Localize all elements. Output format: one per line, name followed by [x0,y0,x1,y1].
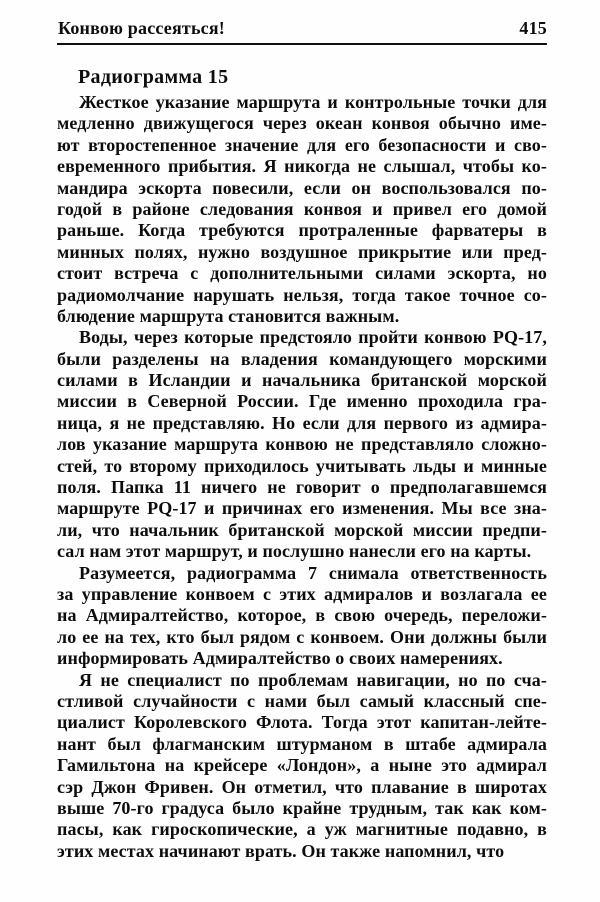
page-number: 415 [519,18,547,38]
text-line: этих местах начинают врать. Он также напомнил, что [57,840,505,861]
body-text [57,92,547,862]
text-line: мандира эскорта повесили, если он воспользовался по- [57,177,547,198]
text-line: поля. Папка 11 ничего не говорит о предполагавшемся [57,477,547,498]
text-line: за управление конвоем с этих адмиралов и возлагала ее [57,583,547,604]
paragraph [57,563,547,670]
text-line: на Адмиралтейство, которое, в свою очередь, переложи- [57,605,547,626]
text-line: ло ее на тех, кто был рядом с конвоем. Они должны были [57,626,547,647]
text-line: блюдение маршрута становится важным. [57,305,400,326]
text-line: сал нам этот маршрут, и послушно нанесли его на карты. [57,541,532,562]
header-rule [57,43,547,45]
text-line: стей, то второму приходилось учитывать льды и минные [57,455,547,476]
text-line: ют второстепенное значение для его безопасности и сво- [57,134,547,155]
text-line: нант был флагманским штурманом в штабе адмирала [57,733,547,754]
text-line: миссии в Северной России. Где именно проходила гра- [57,391,547,412]
text-line: пасы, как гироскопические, а уж магнитные подавно, в [57,819,547,840]
text-line: радиомолчание нарушать нельзя, тогда такое точное со- [57,284,547,305]
text-line: сэр Джон Фривен. Он отметил, что плавание в широтах [57,776,547,797]
text-line: годой в районе следования конвоя и привел его домой [57,198,547,219]
text-line: стоит встреча с дополнительными силами эскорта, но [57,263,547,284]
running-head [57,18,547,38]
paragraph [57,92,547,327]
paragraph [57,670,547,863]
running-head-title: Конвою рассеяться! [58,18,225,38]
text-line: ница, я не представляю. Но если для первого из адмира- [57,412,547,433]
text-line: были разделены на владения командующего морскими [57,348,547,369]
text-line: Гамильтона на крейсере «Лондон», а ныне это адмирал [57,755,547,776]
section-heading: Радиограмма 15 [78,66,229,88]
text-line: медленно движущегося через океан конвоя обычно име- [57,113,547,134]
paragraph [57,327,547,562]
text-line: минных полях, нужно воздушное прикрытие или пред- [57,241,547,262]
text-line: ли, что начальник британской морской миссии предпи- [57,519,547,540]
text-line: Я не специалист по проблемам навигации, но по сча- [79,669,547,690]
text-line: Разумеется, радиограмма 7 снимала ответственность [79,562,547,583]
text-line: Жесткое указание маршрута и контрольные точки для [79,92,547,112]
text-line: силами в Исландии и начальника британской морской [57,370,547,391]
page-content [57,18,547,862]
text-line: выше 70-го градуса было крайне трудным, так как ком- [57,797,547,818]
text-line: стливой случайности с нами был самый классный спе- [57,690,547,711]
text-line: маршруте PQ-17 и причинах его изменения. Мы все зна- [57,498,547,519]
text-line: лов указание маршрута конвою не представляло сложно- [57,434,547,455]
text-line: евременного прибытия. Я никогда не слышал, чтобы ко- [57,156,547,177]
text-line: Воды, через которые предстояло пройти конвою PQ-17, [79,327,547,348]
text-line: циалист Королевского Флота. Тогда этот капитан-лейте- [57,712,547,733]
text-line: раньше. Когда требуются протраленные фарватеры в [57,220,547,241]
text-line: информировать Адмиралтейство о своих намерениях. [57,648,503,669]
